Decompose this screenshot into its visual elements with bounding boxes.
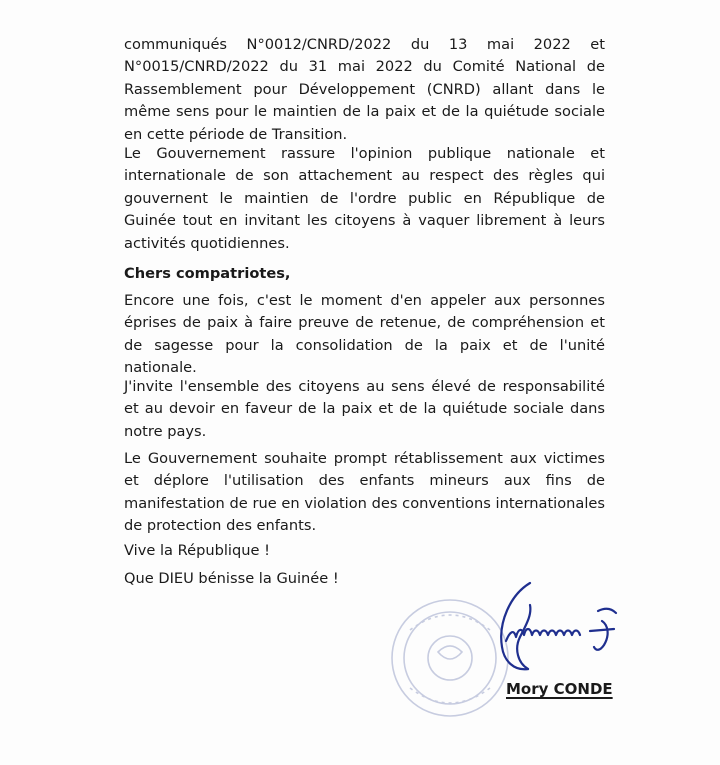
signatory-name: Mory CONDE	[506, 680, 613, 698]
paragraph-invitation-citizens: J'invite l'ensemble des citoyens au sens élevé de responsabilité et au devoir en faveur de la paix et de la quiétude sociale dans notre pays.	[124, 378, 605, 440]
closing-que-dieu-benisse: Que DIEU bénisse la Guinée !	[124, 570, 339, 587]
paragraph-government-reassurance: Le Gouvernement rassure l'opinion publique nationale et internationale de son attachement au respect des règles qui gouvernent le maintien de l'ordre public en République de Guinée tout en invitant les citoyens à vaquer librement à leurs activités quotidiennes.	[124, 145, 605, 252]
paragraph-communiques: communiqués N°0012/CNRD/2022 du 13 mai 2022 et N°0015/CNRD/2022 du 31 mai 2022 du Comité National de Rassemblement pour Développement (CNRD) allant dans le même sens pour le maintien de la paix et de la quiétude sociale en cette période de Transition.	[124, 36, 605, 143]
handwritten-signature-icon	[470, 575, 635, 685]
paragraph-victims-children: Le Gouvernement souhaite prompt rétablissement aux victimes et déplore l'utilisation des enfants mineurs aux fins de manifestation de rue en violation des conventions internationales de protection des enfants.	[124, 450, 605, 535]
closing-vive-la-republique: Vive la République !	[124, 542, 270, 559]
paragraph-appeal-for-peace: Encore une fois, c'est le moment d'en appeler aux personnes éprises de paix à faire preuve de retenue, de compréhension et de sagesse pour la consolidation de la paix et de l'unité nationale.	[124, 292, 605, 377]
salutation: Chers compatriotes,	[124, 265, 291, 282]
